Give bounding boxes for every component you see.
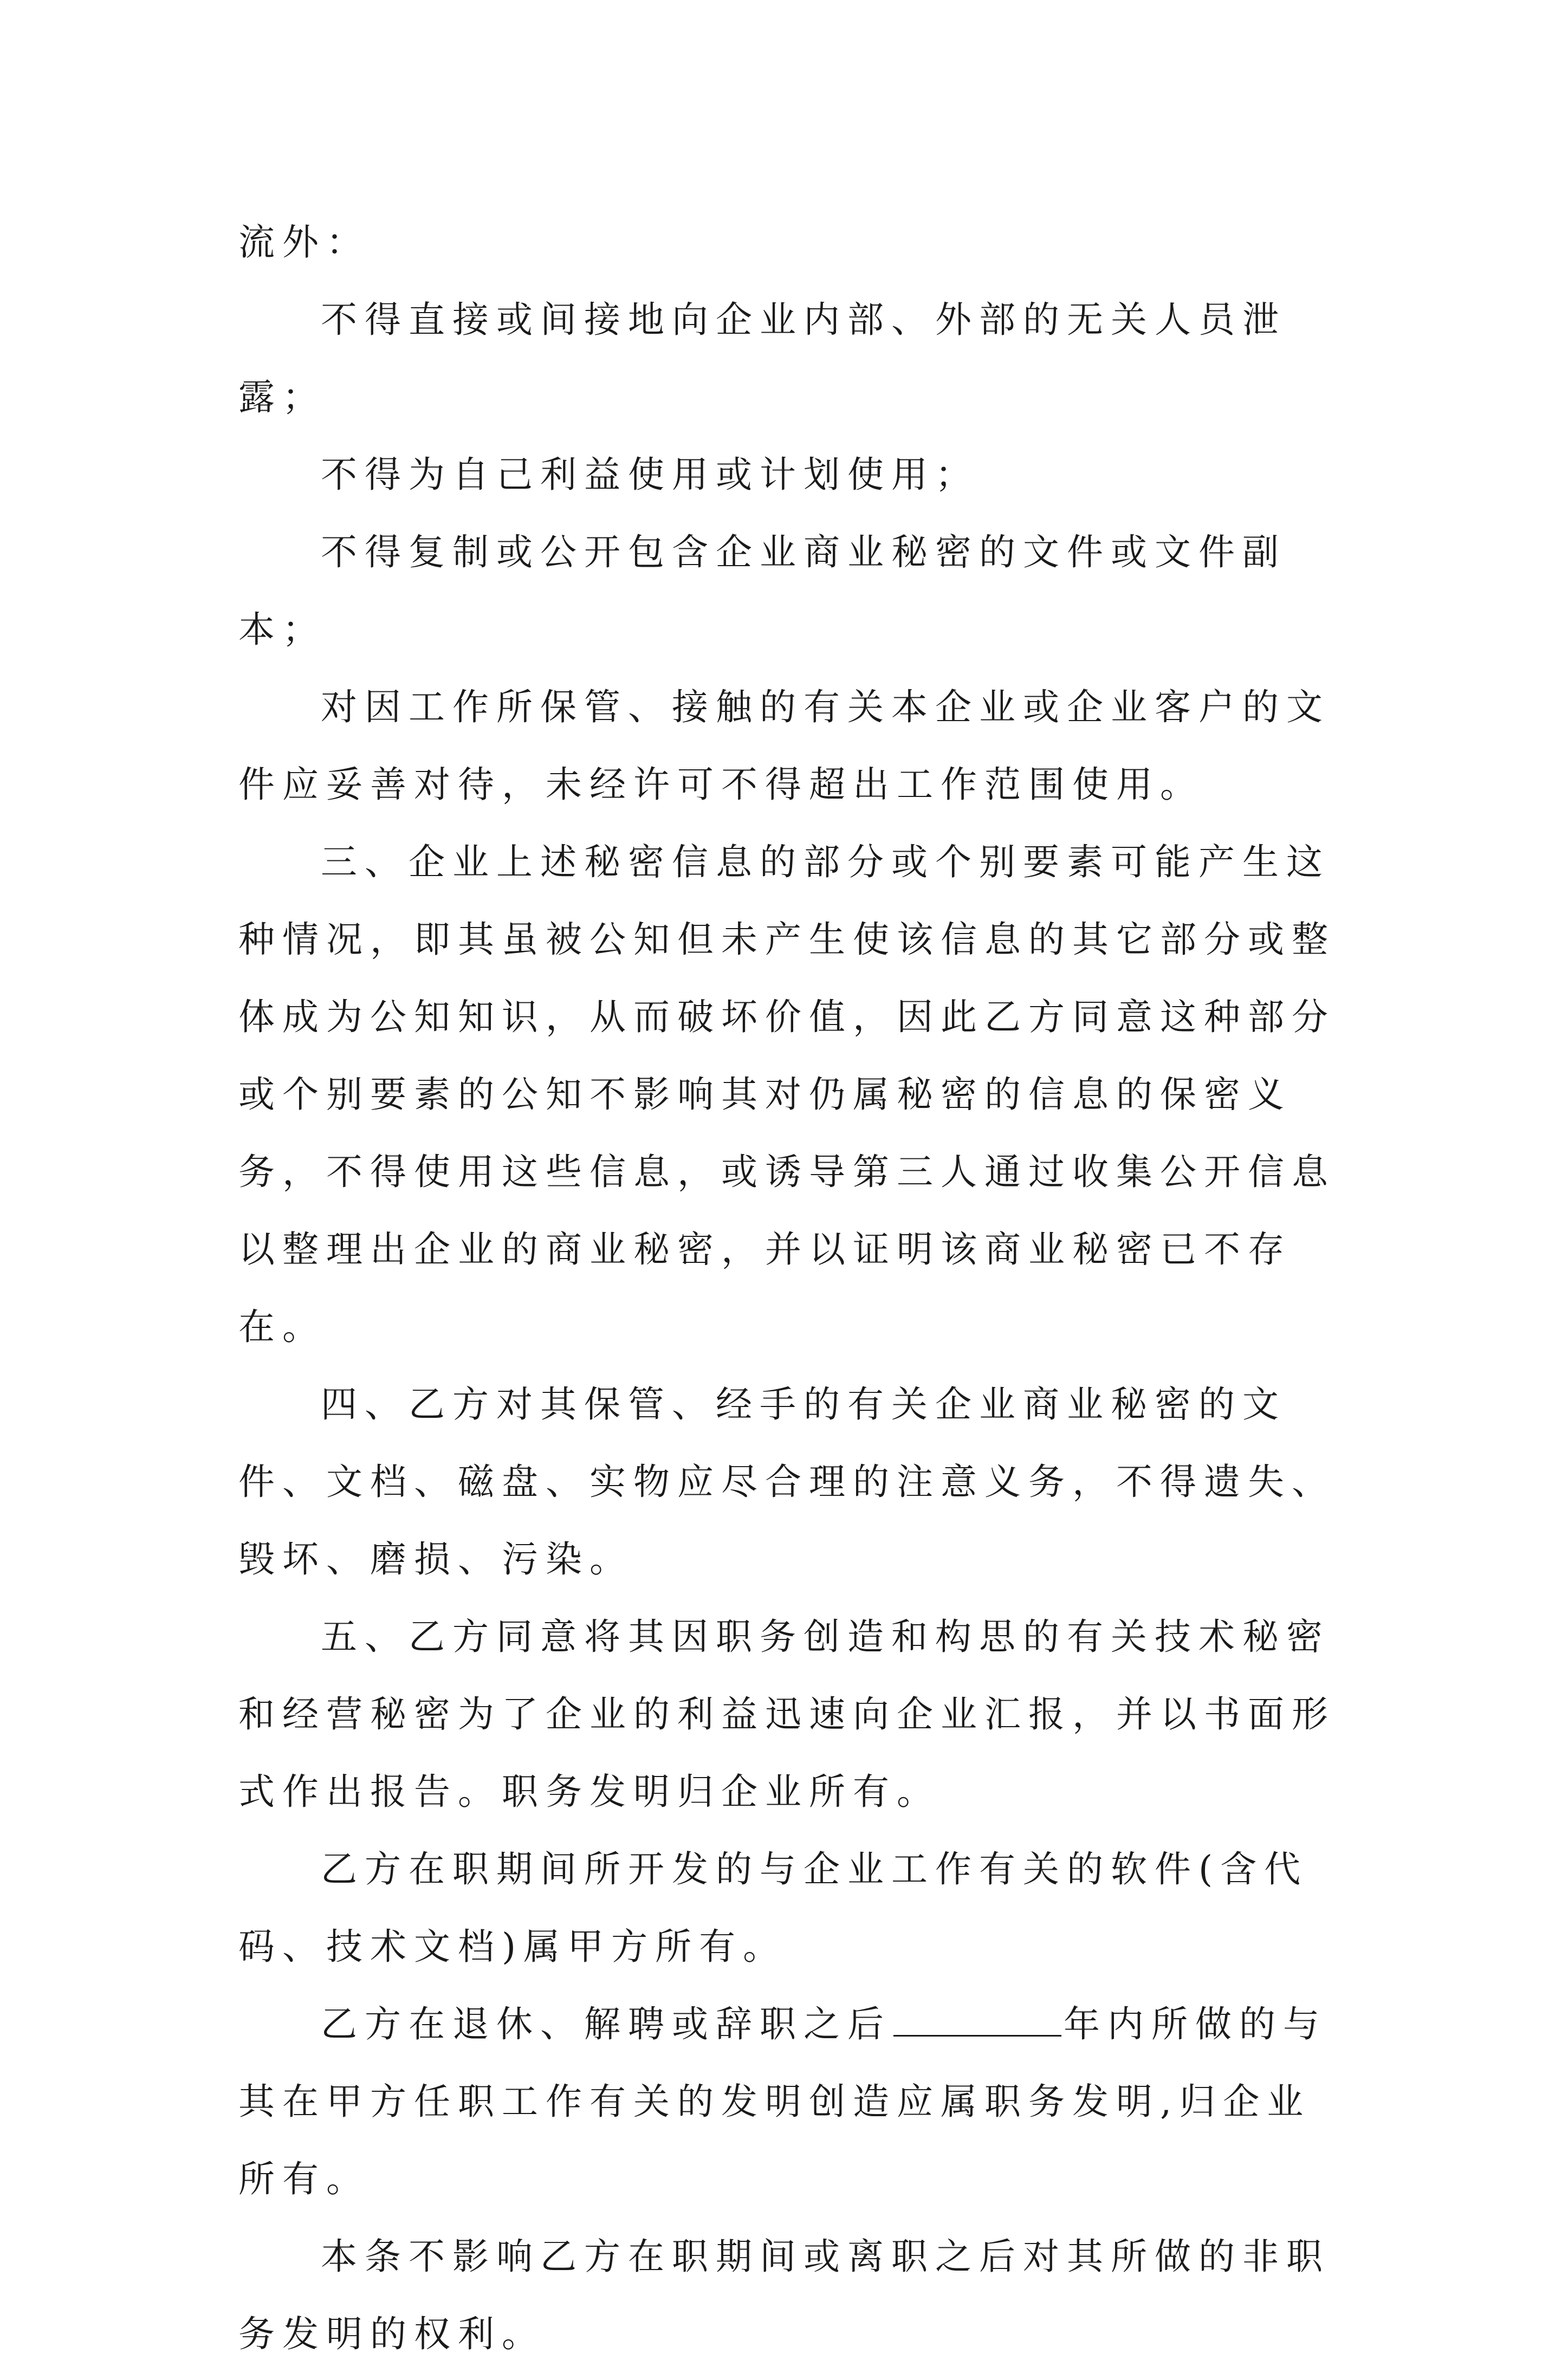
paragraph-section-3: 三、企业上述秘密信息的部分或个别要素可能产生这种情况，即其虽被公知但未产生使该信息的其它部分或整体成为公知知识，从而破坏价值，因此乙方同意这种部分或个别要素的公知不影响其对仍属秘密的信息的保密义务，不得使用这些信息，或诱导第三人通过收集公开信息以整理出企业的商业秘密，并以证明该商业秘密已不存在。 xyxy=(238,841,1336,1348)
paragraph-continuation: 流外： xyxy=(238,221,370,263)
paragraph-no-self-use: 不得为自己利益使用或计划使用； xyxy=(321,453,979,496)
post-employment-text-after: 年内所做的与其在甲方任职工作有关的发明创造应属职务发明,归企业所有。 xyxy=(238,2003,1327,2200)
paragraph-section-4: 四、乙方对其保管、经手的有关企业商业秘密的文件、文档、磁盘、实物应尽合理的注意义务，不得遗失、毁坏、磨损、污染。 xyxy=(238,1383,1336,1580)
paragraph-post-employment-inventions xyxy=(238,1986,1338,2218)
paragraph-no-disclosure: 不得直接或间接地向企业内部、外部的无关人员泄露； xyxy=(238,299,1286,418)
paragraph-no-copy: 不得复制或公开包含企业商业秘密的文件或文件副本； xyxy=(238,531,1286,651)
paragraph-section-5: 五、乙方同意将其因职务创造和构思的有关技术秘密和经营秘密为了企业的利益迅速向企业汇报，并以书面形式作出报告。职务发明归企业所有。 xyxy=(238,1616,1336,1813)
post-employment-text-before: 乙方在退休、解聘或辞职之后 xyxy=(321,2003,891,2045)
paragraph-non-service-inventions: 本条不影响乙方在职期间或离职之后对其所做的非职务发明的权利。 xyxy=(238,2235,1330,2355)
years-blank-line xyxy=(893,2004,1061,2037)
document-body xyxy=(238,204,1338,2373)
paragraph-software-ownership: 乙方在职期间所开发的与企业工作有关的软件(含代码、技术文档)属甲方所有。 xyxy=(238,1848,1308,1968)
paragraph-document-care: 对因工作所保管、接触的有关本企业或企业客户的文件应妥善对待，未经许可不得超出工作范围使用。 xyxy=(238,686,1330,806)
